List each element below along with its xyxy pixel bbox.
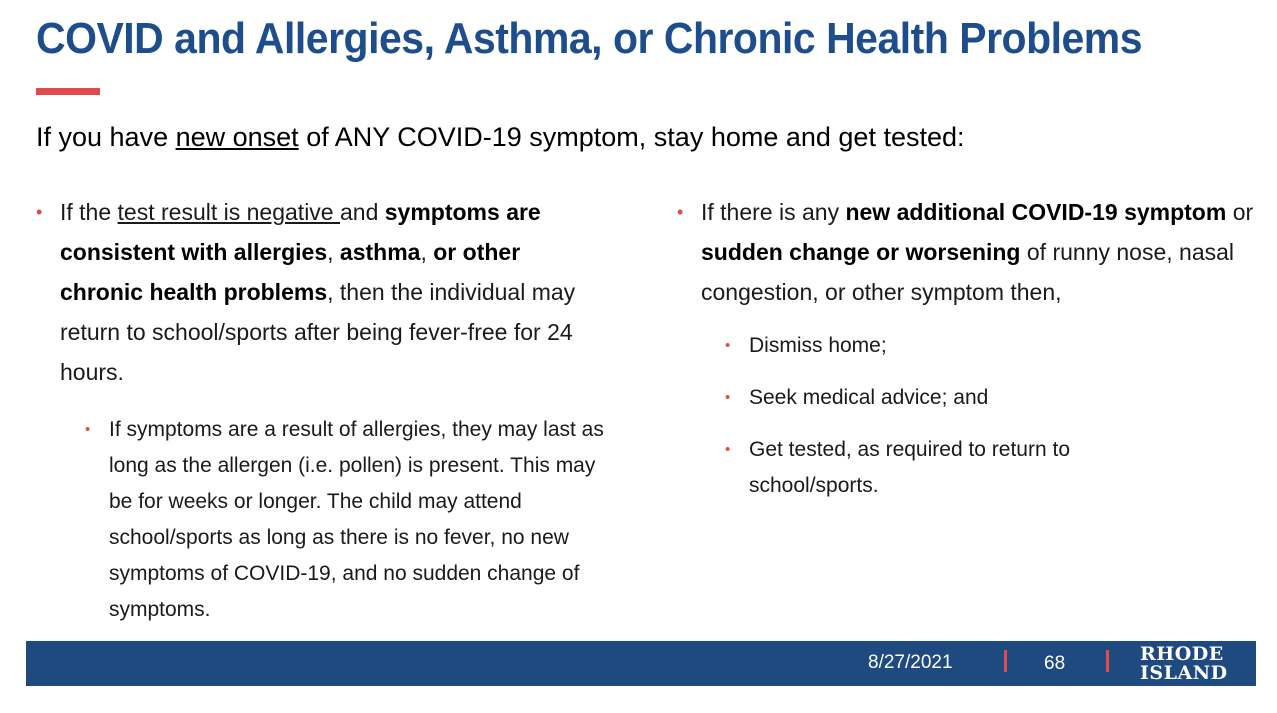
left-bullet-text-3: and — [340, 199, 385, 225]
left-sub-bullet-text: If symptoms are a result of allergies, they may last as long as the allergen (i.e. pollen) is present. This may be for weeks or longer. The child may attend school/sports as long as there is no fever, no new symptoms of COVID-19, and no sudden change of symptoms. — [109, 418, 604, 621]
right-sub-bullet — [725, 432, 1149, 504]
left-bullet-text-4: , — [327, 239, 340, 265]
right-sub-bullet-text: Get tested, as required to return to school/sports. — [749, 438, 1071, 497]
title-accent-bar — [36, 88, 100, 95]
left-bullet-bold-1: symptoms are consistent with allergies — [60, 199, 541, 265]
right-sub-bullet — [725, 380, 1149, 416]
left-main-bullet — [36, 192, 606, 392]
right-sub-bullet — [725, 328, 1149, 364]
footer-separator — [1106, 650, 1109, 672]
left-bullet-text-6: , then the individual may return to school/sports after being fever-free for 24 hours. — [60, 279, 576, 385]
bullet-dot-icon: • — [725, 389, 731, 406]
subtitle-pre: If you have — [36, 122, 176, 152]
subtitle-post: of ANY COVID-19 symptom, stay home and get tested: — [298, 122, 965, 152]
footer-separator — [1004, 650, 1007, 672]
right-bullet-text-1: If there is any — [701, 199, 846, 225]
bullet-dot-icon: • — [85, 421, 91, 438]
bullet-dot-icon: • — [36, 202, 43, 222]
page-number: 68 — [1044, 653, 1066, 674]
right-bullet-bold-2: sudden change or worsening — [701, 239, 1021, 265]
right-bullet-bold-1: new additional COVID-19 symptom — [845, 199, 1227, 225]
right-main-bullet — [677, 192, 1257, 312]
logo-line-1: RHODE — [1140, 643, 1224, 665]
left-sub-bullet — [85, 412, 609, 628]
right-column — [677, 192, 1257, 504]
logo-line-2: ISLAND — [1140, 662, 1228, 684]
left-column — [36, 192, 606, 628]
left-bullet-bold-2: asthma — [339, 239, 421, 265]
right-sub-bullet-text: Seek medical advice; and — [749, 386, 989, 409]
footer-bar — [26, 641, 1256, 686]
right-bullet-text-2: or — [1226, 199, 1254, 225]
footer-date: 8/27/2021 — [868, 652, 953, 673]
subtitle — [36, 122, 965, 153]
rhode-island-logo — [1140, 645, 1228, 683]
bullet-dot-icon: • — [677, 202, 684, 222]
subtitle-underlined: new onset — [175, 122, 299, 152]
right-sub-bullet-text: Dismiss home; — [749, 334, 887, 357]
left-bullet-underlined: test result is negative — [117, 199, 340, 225]
bullet-dot-icon: • — [725, 337, 731, 354]
slide-title: COVID and Allergies, Asthma, or Chronic Health Problems — [36, 14, 1143, 63]
right-bullet-text-3: of runny nose, nasal congestion, or other symptom then, — [701, 239, 1235, 305]
left-bullet-text-5: , — [420, 239, 434, 265]
bullet-dot-icon: • — [725, 441, 731, 458]
left-bullet-bold-3: or other chronic health problems — [60, 239, 521, 305]
left-bullet-text-1: If the — [60, 199, 118, 225]
